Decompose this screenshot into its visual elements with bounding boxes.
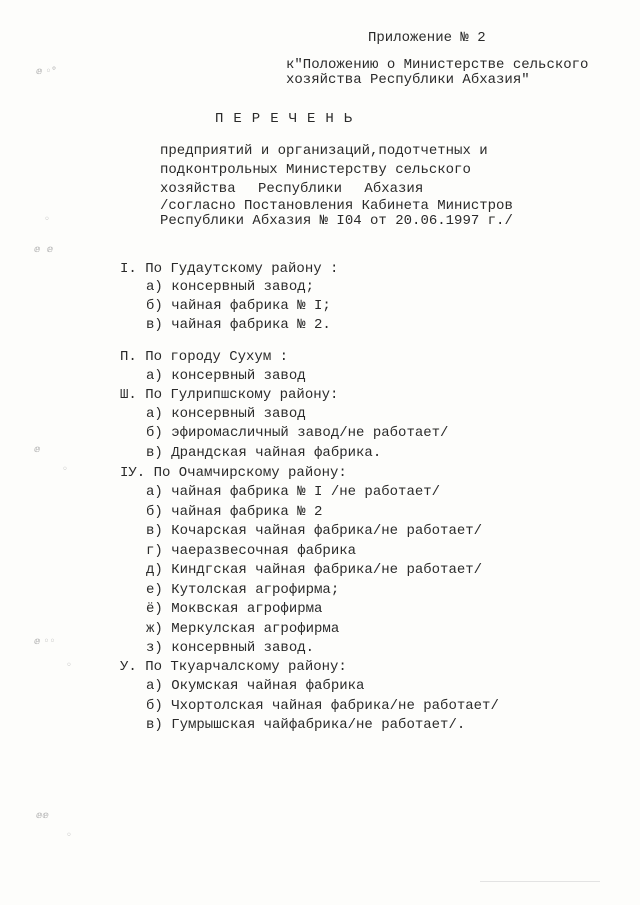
list-item: а) консервный завод: [146, 406, 306, 422]
scan-line: [480, 881, 600, 882]
list-item: в) Кочарская чайная фабрика/не работает/: [146, 523, 483, 539]
annex-number: Приложение № 2: [368, 30, 486, 46]
scan-smudge: ◦: [44, 214, 50, 225]
list-item: а) чайная фабрика № I /не работает/: [146, 484, 441, 500]
list-item: а) Окумская чайная фабрика: [146, 678, 365, 694]
subtitle-line: Республики Абхазия № I04 от 20.06.1997 г./: [160, 213, 513, 229]
scan-smudge: ⅇ ⅇ: [34, 244, 54, 255]
regulation-reference-line1: к"Положению о Министерстве сельского: [286, 57, 589, 73]
section-heading: Ш. По Гулрипшскому району:: [120, 387, 339, 403]
list-item: б) Чхортолская чайная фабрика/не работает/: [146, 698, 499, 714]
list-item: г) чаеразвесочная фабрика: [146, 543, 357, 559]
scan-smudge: ⅇ ◦◦: [34, 636, 56, 647]
list-item: ё) Моквская агрофирма: [146, 601, 323, 617]
scan-smudge: ◦: [66, 830, 72, 841]
list-item: в) чайная фабрика № 2.: [146, 317, 331, 333]
subtitle-line: хозяйства Республики Абхазия: [160, 181, 424, 197]
subtitle-line: подконтрольных Министерству сельского: [160, 162, 471, 178]
list-item: в) Гумрышская чайфабрика/не работает/.: [146, 717, 466, 733]
scan-smudge: ◦: [66, 660, 72, 671]
list-item: ж) Меркулская агрофирма: [146, 621, 340, 637]
section-heading: I. По Гудаутскому району :: [120, 261, 339, 277]
scan-smudge: ⅇ ◦°: [36, 66, 57, 77]
list-item: а) консервный завод;: [146, 279, 315, 295]
list-item: б) эфиромасличный завод/не работает/: [146, 425, 449, 441]
list-item: д) Киндгская чайная фабрика/не работает/: [146, 562, 483, 578]
scan-smudge: ◦: [62, 464, 68, 475]
subtitle-line: /согласно Постановления Кабинета Министров: [160, 198, 513, 214]
scan-smudge: ⅇⅇ: [36, 810, 49, 821]
regulation-reference-line2: хозяйства Республики Абхазия": [286, 72, 530, 88]
section-heading: П. По городу Сухум :: [120, 349, 289, 365]
list-item: б) чайная фабрика № I;: [146, 298, 331, 314]
section-heading: IУ. По Очамчирскому району:: [120, 465, 347, 481]
list-item: в) Драндская чайная фабрика.: [146, 445, 382, 461]
list-item: а) консервный завод: [146, 368, 306, 384]
scan-smudge: ⅇ: [34, 444, 41, 455]
list-item: з) консервный завод.: [146, 640, 315, 656]
document-title: ПЕРЕЧЕНЬ: [215, 111, 363, 127]
list-item: е) Кутолская агрофирма;: [146, 582, 340, 598]
subtitle-line: предприятий и организаций,подотчетных и: [160, 143, 488, 159]
list-item: б) чайная фабрика № 2: [146, 504, 323, 520]
section-heading: У. По Ткуарчалскому району:: [120, 659, 347, 675]
